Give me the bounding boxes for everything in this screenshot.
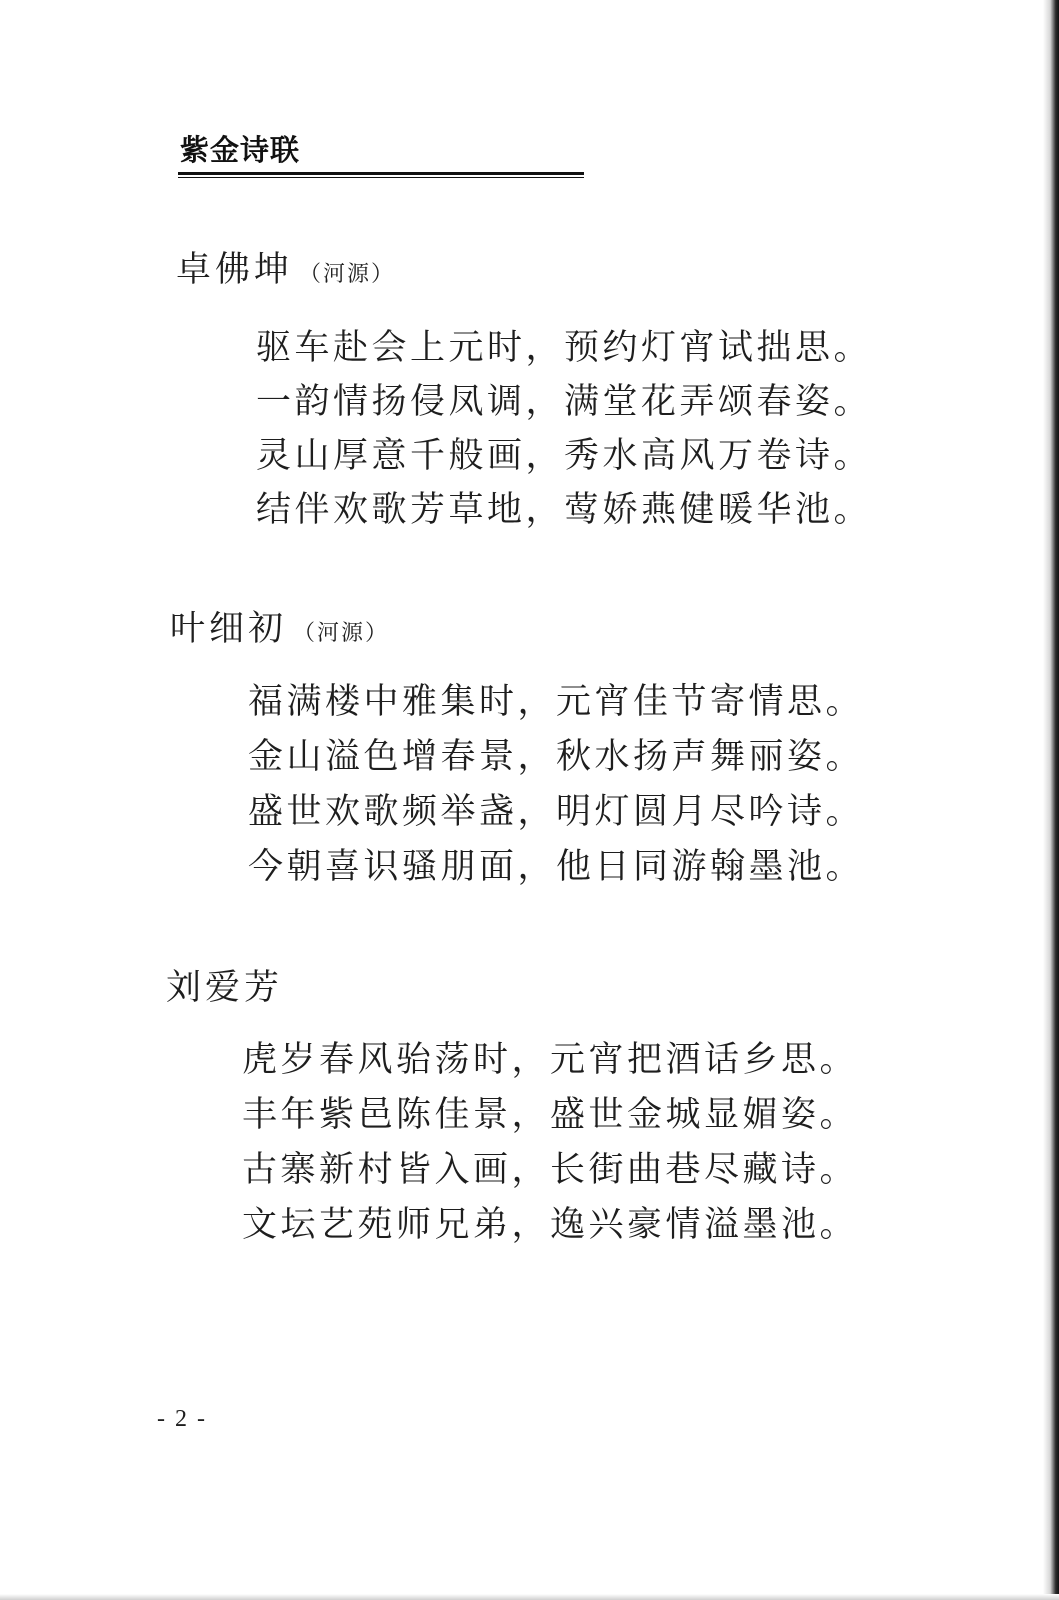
poem-author-name: 卓佛坤 [176, 250, 294, 290]
page-number: - 2 - [157, 1406, 207, 1432]
poem-verse-line: 盛世欢歌频举盏，明灯圆月尽吟诗。 [248, 792, 865, 832]
poem-verse-line: 灵山厚意千般画，秀水高风万卷诗。 [256, 436, 873, 476]
scan-page-edge [1043, 0, 1059, 1600]
poem-verse-line: 虎岁春风骀荡时，元宵把酒话乡思。 [242, 1040, 859, 1080]
header-rule-thin [178, 177, 584, 178]
header-rule [178, 172, 584, 178]
poem-verse-line: 文坛艺苑师兄弟，逸兴豪情溢墨池。 [242, 1205, 859, 1245]
poem-author-origin: （河源） [299, 262, 396, 287]
poem-verse-line: 古寨新村皆入画，长街曲巷尽藏诗。 [242, 1150, 859, 1190]
poem-verse-line: 一韵情扬侵凤调，满堂花弄颂春姿。 [256, 382, 873, 422]
poem-verse-line: 福满楼中雅集时，元宵佳节寄情思。 [248, 682, 865, 722]
poem-verse-line: 丰年紫邑陈佳景，盛世金城显媚姿。 [242, 1095, 859, 1135]
poem-author-line [166, 960, 289, 1010]
poem-verse-line: 结伴欢歌芳草地，莺娇燕健暖华池。 [256, 490, 873, 530]
poem-verse-line: 驱车赴会上元时，预约灯宵试拙思。 [256, 328, 873, 368]
poem-author-name: 叶细初 [170, 609, 288, 649]
scan-bottom-edge [0, 1594, 1059, 1600]
section-title: 紫金诗联 [180, 133, 301, 167]
poem-verse-line: 金山溢色增春景，秋水扬声舞丽姿。 [248, 737, 865, 777]
poem-author-origin: （河源） [293, 621, 390, 646]
header-rule-thick [178, 172, 584, 175]
poem-author-line [176, 242, 395, 292]
poem-author-line [170, 601, 389, 651]
poem-author-name: 刘爱芳 [166, 968, 284, 1008]
poem-verse-line: 今朝喜识骚朋面，他日同游翰墨池。 [248, 847, 865, 887]
